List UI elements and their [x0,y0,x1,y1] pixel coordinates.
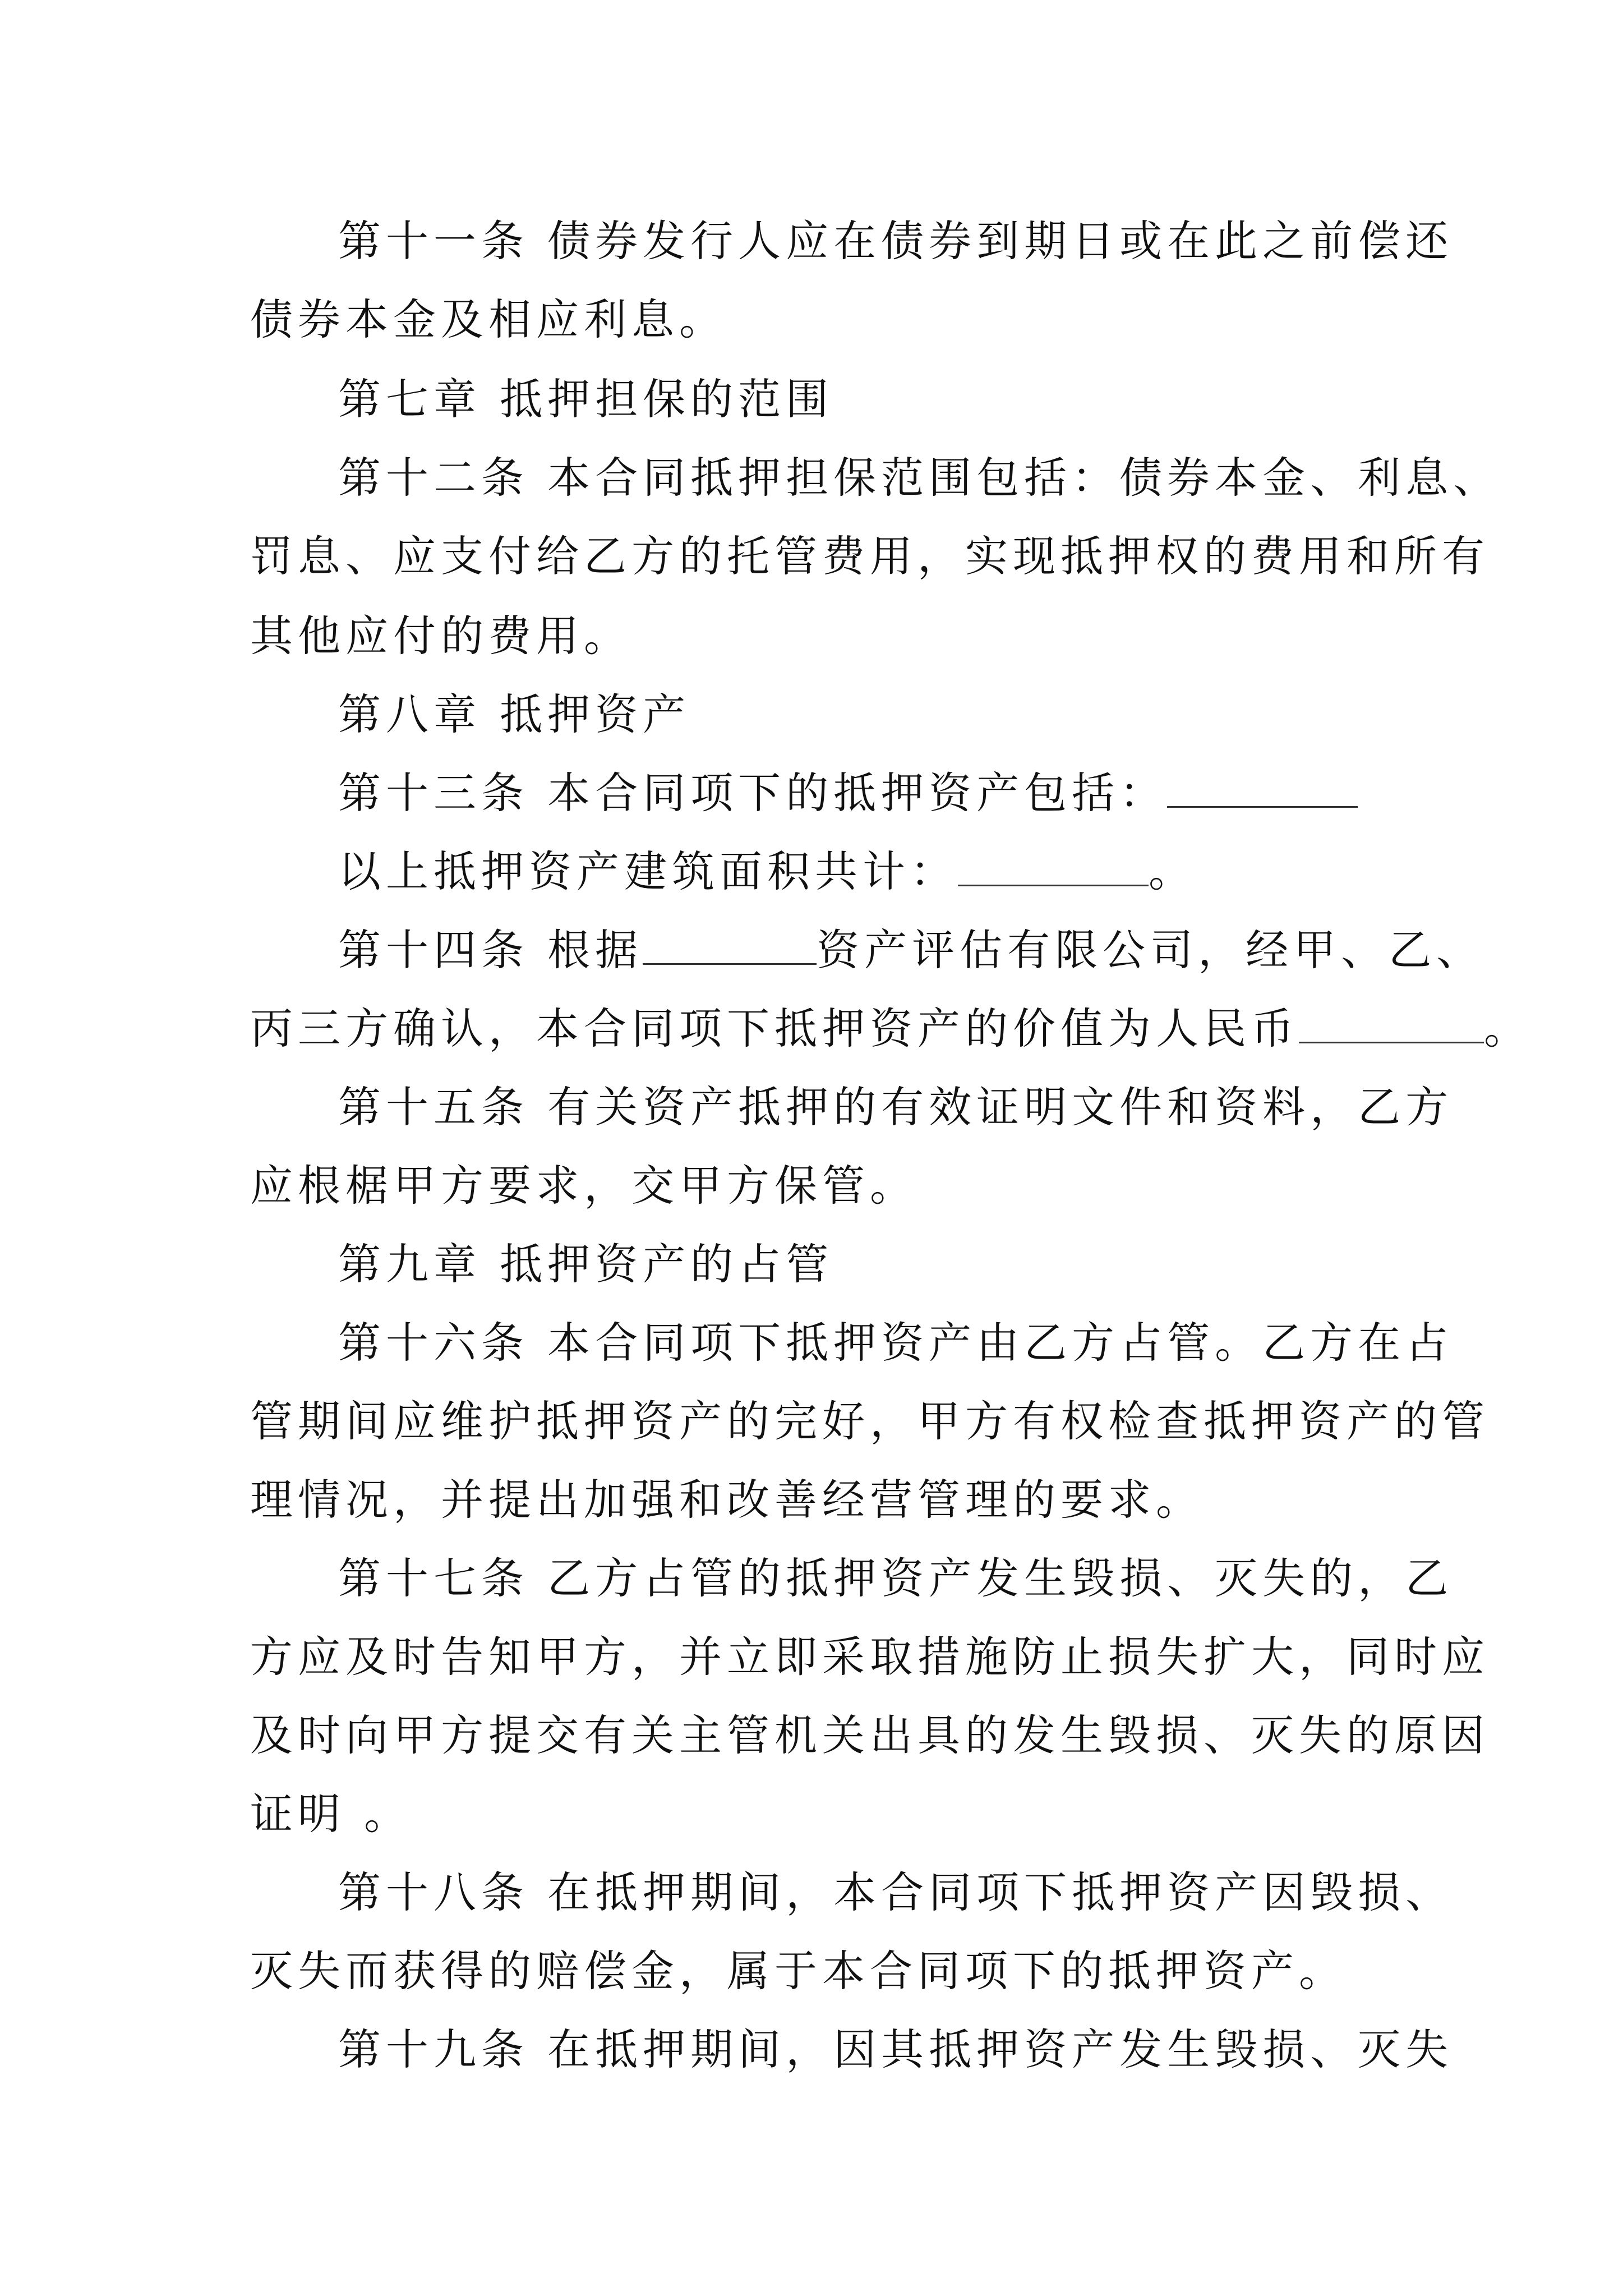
line-text: 第十二条 本合同抵押担保范围包括：债券本金、利息、 [338,453,1501,503]
chapter-heading [338,371,833,427]
fill-blank [643,931,817,965]
text-line [338,922,1484,978]
line-text: 理情况，并提出加强和改善经营管理的要求。 [250,1475,1204,1525]
fill-blank [1299,1009,1484,1043]
text-line [250,1629,1490,1685]
text-line [250,1393,1490,1450]
chapter-heading [338,687,690,743]
line-text: 第十六条 本合同项下抵押资产由乙方占管。乙方在占 [338,1318,1454,1368]
text-line [250,608,631,664]
line-text: 第十七条 乙方占管的抵押资产发生毁损、灭失的，乙 [338,1553,1454,1603]
line-text: 灭失而获得的赔偿金，属于本合同项下的抵押资产。 [250,1946,1347,1996]
text-line [338,765,1358,821]
line-text: 第十一条 债券发行人应在债券到期日或在此之前偿还 [338,216,1454,266]
text-line [338,450,1501,506]
line-text: 第十八条 在抵押期间，本合同项下抵押资产因毁损、 [338,1867,1454,1917]
text-line [338,844,1196,900]
line-text: 第十九条 在抵押期间，因其抵押资产发生毁损、灭失 [338,2024,1454,2074]
line-text: 第十三条 本合同项下的抵押资产包括： [338,768,1168,818]
line-text: 管期间应维护抵押资产的完好，甲方有权检查抵押资产的管 [250,1396,1490,1446]
text-line [250,1943,1347,1999]
text-line [250,1708,1490,1764]
line-text: 第七章 抵押担保的范围 [338,374,834,424]
text-line [250,1001,1532,1057]
text-line [338,1550,1453,1607]
line-text-tail: 。 [1149,846,1196,896]
line-text: 证明 。 [250,1789,412,1839]
text-line [338,1079,1453,1135]
line-text: 方应及时告知甲方，并立即采取措施防止损失扩大，同时应 [250,1632,1490,1682]
text-line [250,292,727,348]
fill-blank [958,852,1149,886]
line-text: 第九章 抵押资产的占管 [338,1239,834,1289]
line-text: 债券本金及相应利息。 [250,295,727,344]
chapter-heading [338,1236,833,1292]
text-line [338,1865,1453,1921]
line-text-tail: 资产评估有限公司，经甲、乙、 [817,925,1484,975]
line-text: 第十五条 有关资产抵押的有效证明文件和资料，乙方 [338,1082,1454,1132]
text-line [338,1315,1453,1371]
text-line [338,2022,1453,2078]
text-line [338,213,1453,269]
text-line [250,1786,412,1842]
line-text: 以上抵押资产建筑面积共计： [338,846,958,896]
line-text: 罚息、应支付给乙方的托管费用，实现抵押权的费用和所有 [250,531,1490,581]
line-text: 其他应付的费用。 [250,611,631,661]
text-line [250,528,1490,585]
line-text: 丙三方确认，本合同项下抵押资产的价值为人民币 [250,1004,1299,1053]
line-text: 及时向甲方提交有关主管机关出具的发生毁损、灭失的原因 [250,1710,1490,1760]
text-line [250,1158,917,1214]
line-text-tail: 。 [1484,1004,1532,1053]
line-text: 第十四条 根据 [338,925,643,975]
line-text: 第八章 抵押资产 [338,689,691,739]
line-text: 应根椐甲方要求，交甲方保管。 [250,1161,917,1211]
text-line [250,1472,1204,1528]
fill-blank [1167,774,1358,808]
